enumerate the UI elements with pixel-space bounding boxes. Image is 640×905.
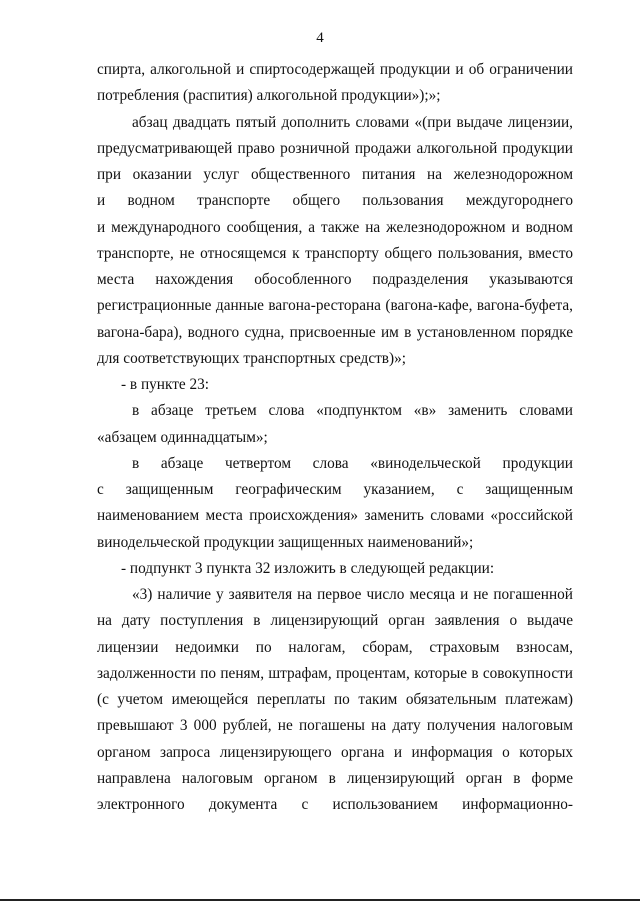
text-line: и водном транспорте общего пользования междугороднего (97, 192, 573, 210)
text-line: задолженности по пеням, штрафам, процентам, которые в совокупности (97, 664, 573, 682)
text-line: абзац двадцать пятый дополнить словами «(при выдаче лицензии, (132, 113, 573, 131)
text-line: винодельческой продукции защищенных наименований»; (97, 533, 474, 551)
text-line: предусматривающей право розничной продажи алкогольной продукции (97, 139, 573, 157)
text-line: в абзаце третьем слова «подпунктом «в» заменить словами (132, 402, 573, 420)
text-line: наименованием места происхождения» заменить словами «российской (97, 507, 573, 525)
text-line: потребления (распития) алкогольной продукции»);»; (97, 87, 441, 105)
text-line: электронного документа с использованием информационно- (97, 796, 573, 813)
paragraph-point-23 (97, 372, 573, 398)
paragraph-continuation (97, 57, 573, 110)
text-line: направлена налоговым органом в лицензирующий орган в форме (97, 769, 573, 787)
text-line: «абзацем одиннадцатым»; (97, 428, 268, 446)
text-line: с защищенным географическим указанием, с защищенным (97, 481, 573, 498)
text-line: на дату поступления в лицензирующий орган заявления о выдаче (97, 612, 573, 630)
text-line: органом запроса лицензирующего органа и информация о которых (97, 743, 573, 761)
text-line: в абзаце четвертом слова «винодельческой продукции (132, 454, 573, 472)
text-line: лицензии недоимки по налогам, сборам, страховым взносам, (97, 638, 573, 656)
text-line: транспорте, не относящемся к транспорту общего пользования, вместо (97, 244, 573, 262)
text-line: - подпункт 3 пункта 32 изложить в следующей редакции: (121, 559, 495, 577)
text-line: спирта, алкогольной и спиртосодержащей продукции и об ограничении (97, 61, 573, 78)
text-line: при оказании услуг общественного питания на железнодорожном (97, 166, 573, 183)
text-line: вагона-бара), водного судна, присвоенные им в установленном порядке (97, 323, 573, 341)
text-line: для соответствующих транспортных средств)»; (97, 349, 407, 367)
text-line: (с учетом имеющейся переплаты по таким обязательным платежам) (97, 691, 573, 708)
page-bottom-edge-line (0, 899, 640, 901)
text-line: места нахождения обособленного подразделения указываются (97, 271, 573, 288)
paragraph-new-wording-subpoint-3 (97, 582, 573, 818)
text-line: регистрационные данные вагона-ресторана (вагона-кафе, вагона-буфета, (97, 297, 573, 315)
text-line: - в пункте 23: (121, 376, 210, 393)
paragraph-subpoint-3-point-32 (97, 556, 573, 582)
paragraph-fourth-abzats (97, 451, 573, 556)
text-line: превышают 3 000 рублей, не погашены на дату получения налоговым (97, 717, 573, 735)
text-line: «3) наличие у заявителя на первое число месяца и не погашенной (132, 586, 573, 603)
paragraph-amendment-paragraph-25 (97, 110, 573, 373)
document-body (97, 57, 573, 818)
text-line: и международного сообщения, а также на железнодорожном и водном (97, 218, 573, 236)
page-number: 4 (316, 30, 324, 46)
paragraph-third-abzats (97, 398, 573, 451)
